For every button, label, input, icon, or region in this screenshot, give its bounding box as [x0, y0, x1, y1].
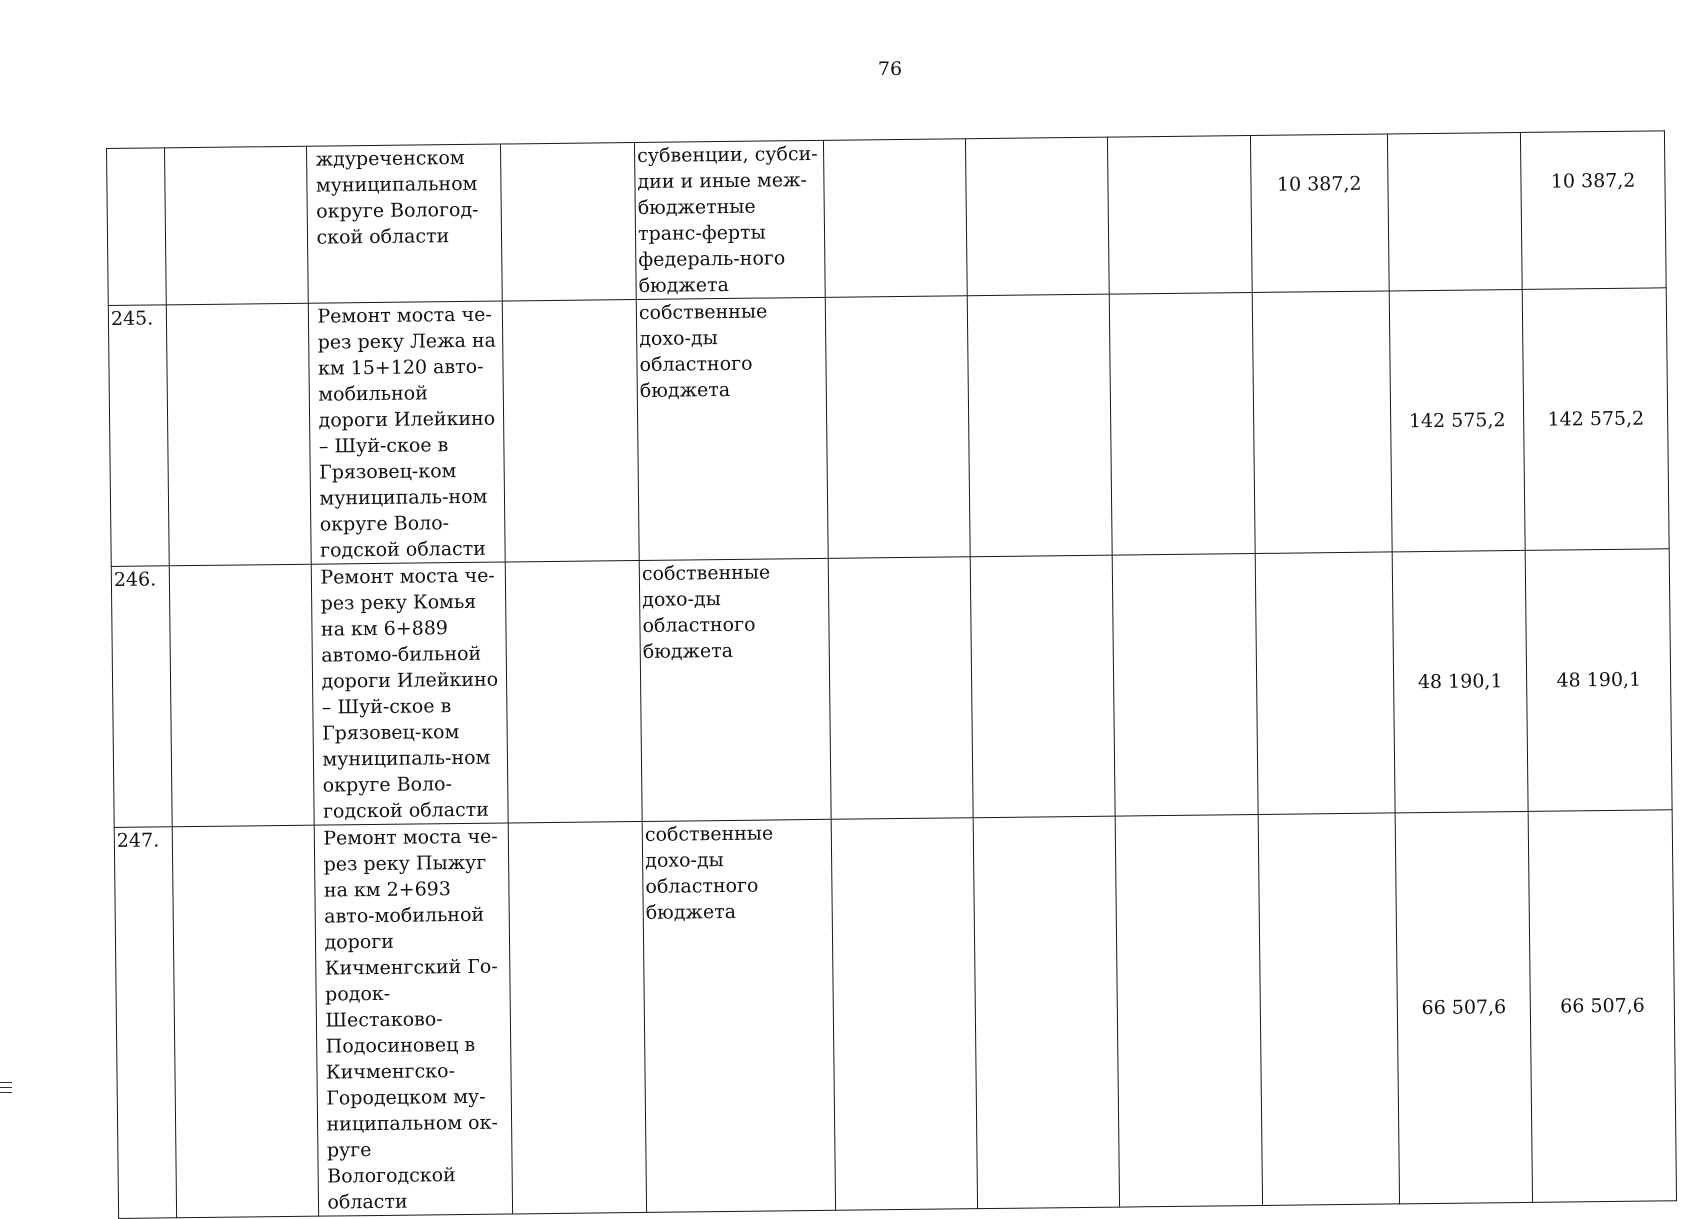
empty-cell	[1110, 293, 1255, 556]
margin-scan-mark	[0, 1082, 12, 1097]
total-amount-cell: 48 190,1	[1526, 549, 1673, 812]
budget-table	[106, 130, 1677, 1219]
table-row	[108, 288, 1669, 567]
object-name-cell: Ремонт моста че-рез реку Пыжуг на км 2+693 авто-мобильной дороги Кичменгский Го-родок-Шестаково-Подосиновец в Кичменгско-Городецком му-ниципальном ок-руге Вологодской области	[315, 823, 513, 1216]
empty-cell	[1113, 553, 1258, 816]
amount-cell: 48 190,1	[1392, 550, 1529, 812]
empty-cell	[169, 564, 314, 827]
total-amount-cell: 66 507,6	[1528, 810, 1676, 1203]
object-name-cell: Ремонт моста че-рез реку Лежа на км 15+120 авто-мобильной дороги Илейкино – Шуй-ское в Грязовец-ком муниципаль-ном округе Воло-годской области	[309, 301, 506, 564]
table-row	[114, 810, 1676, 1219]
row-number-cell	[107, 148, 167, 306]
amount-cell	[1258, 813, 1399, 1206]
empty-cell	[501, 143, 636, 302]
empty-cell	[1108, 136, 1252, 295]
row-number-cell: 246.	[111, 566, 172, 828]
empty-cell	[970, 555, 1115, 818]
funding-source-cell: субвенции, субси-дии и иные меж-бюджетные транс-ферты федераль-ного бюджета	[635, 140, 825, 299]
empty-cell	[503, 299, 640, 561]
amount-cell	[1252, 291, 1392, 554]
empty-cell	[165, 146, 309, 305]
empty-cell	[172, 825, 319, 1218]
empty-cell	[973, 816, 1120, 1209]
empty-cell	[506, 560, 643, 822]
table-wrapper	[106, 130, 1675, 1214]
funding-source-cell: собственные дохо-ды областного бюджета	[642, 819, 835, 1212]
empty-cell	[166, 303, 311, 566]
total-amount-cell: 10 387,2	[1521, 131, 1666, 290]
empty-cell	[509, 821, 647, 1213]
amount-cell: 10 387,2	[1250, 134, 1389, 293]
empty-cell	[823, 139, 967, 298]
empty-cell	[967, 294, 1112, 557]
amount-cell	[1255, 552, 1395, 815]
amount-cell	[1387, 132, 1522, 291]
amount-cell: 66 507,6	[1395, 811, 1533, 1203]
funding-source-cell: собственные дохо-ды областного бюджета	[639, 558, 830, 821]
row-number-cell: 245.	[108, 305, 169, 567]
row-number-cell: 247.	[114, 827, 176, 1219]
table-row	[111, 549, 1672, 828]
page-number: 76	[877, 58, 903, 80]
object-name-cell: Ремонт моста че-рез реку Комья на км 6+889 автомо-бильной дороги Илейкино – Шуй-ское в Грязовец-ком муниципаль-ном округе Воло-годской области	[312, 562, 509, 825]
table-row	[107, 131, 1667, 306]
empty-cell	[965, 137, 1109, 296]
total-amount-cell: 142 575,2	[1523, 288, 1670, 551]
empty-cell	[1115, 814, 1262, 1207]
amount-cell: 142 575,2	[1389, 289, 1526, 551]
object-name-cell: ждуреченском муниципальном округе Вологод-ской области	[307, 144, 503, 303]
empty-cell	[828, 557, 973, 820]
funding-source-cell: собственные дохо-ды областного бюджета	[636, 297, 827, 560]
empty-cell	[825, 296, 970, 559]
empty-cell	[831, 818, 978, 1211]
